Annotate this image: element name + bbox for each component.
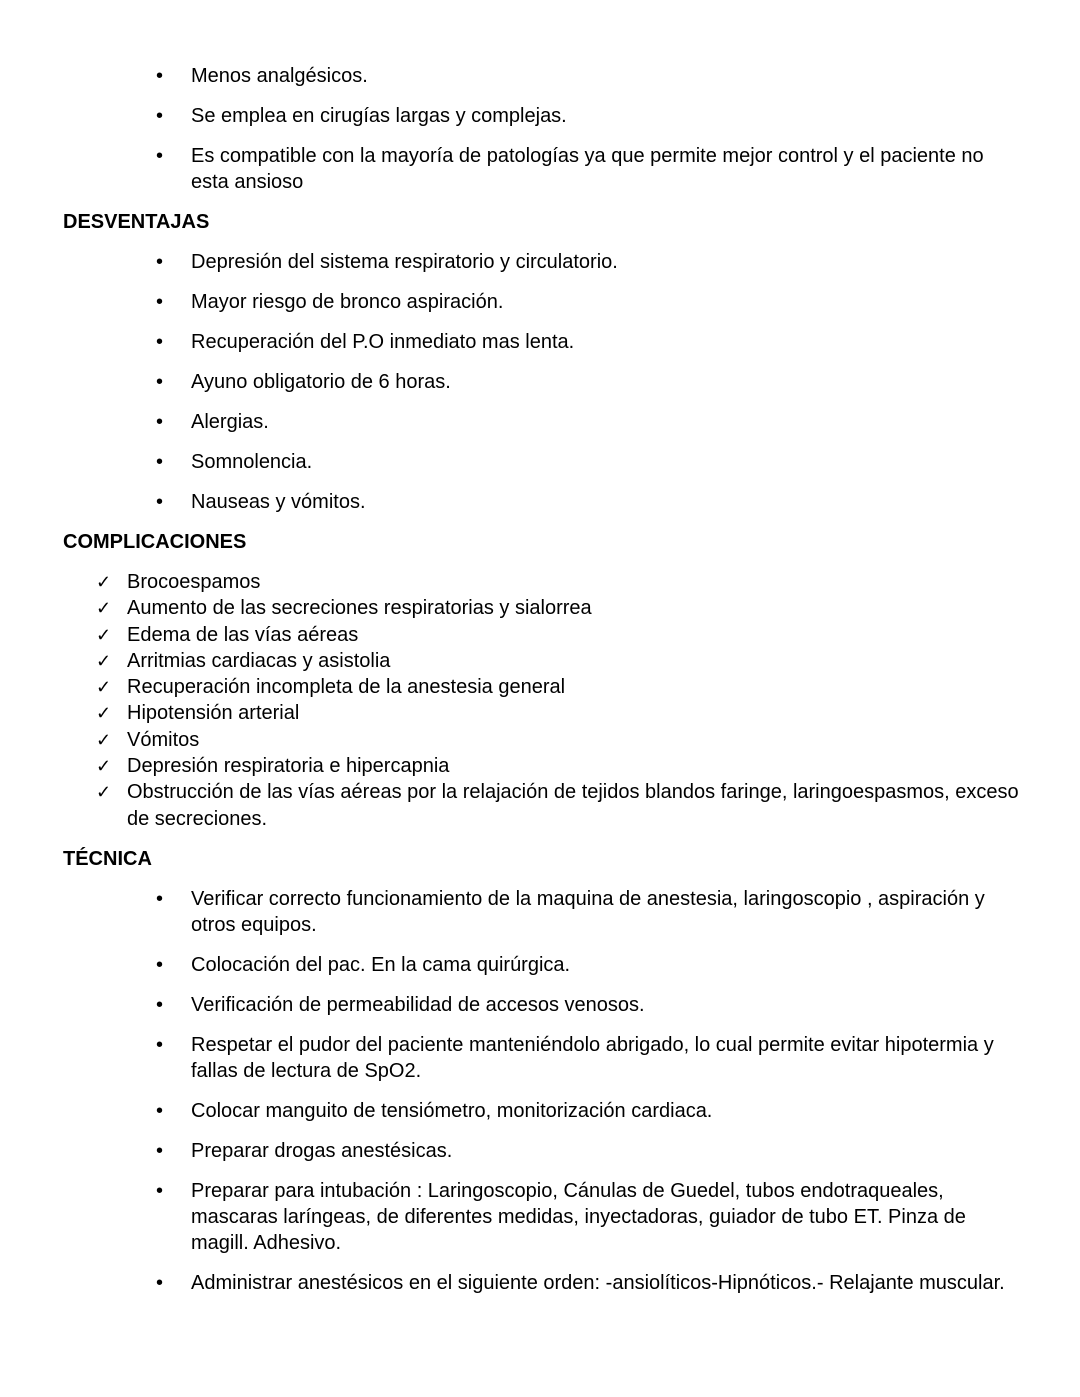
- list-item: [0, 369, 1080, 395]
- desventajas-list: [0, 249, 1080, 515]
- list-item: [0, 1138, 1080, 1164]
- list-item-text: Colocar manguito de tensiómetro, monitorización cardiaca.: [191, 1099, 713, 1122]
- checkmark-icon: ✓: [96, 572, 112, 592]
- list-item-text: Somnolencia.: [191, 451, 313, 473]
- bullet-icon: •: [156, 331, 164, 353]
- list-item-text: Administrar anestésicos en el siguiente orden: -ansiolíticos-Hipnóticos.- Relajante muscular.: [191, 1271, 1005, 1294]
- list-item-text: Edema de las vías aéreas: [127, 623, 359, 646]
- list-item-text: Mayor riesgo de bronco aspiración.: [191, 291, 504, 313]
- checkmark-icon: ✓: [96, 756, 112, 777]
- bullet-icon: •: [156, 491, 164, 513]
- list-item-text: Depresión respiratoria e hipercapnia: [127, 755, 450, 778]
- list-item-text: Colocación del pac. En la cama quirúrgica.: [191, 953, 571, 976]
- list-item: [0, 648, 1080, 674]
- list-item: [0, 489, 1080, 515]
- checkmark-icon: ✓: [96, 650, 112, 671]
- bullet-icon: •: [156, 993, 164, 1016]
- list-item: [0, 952, 1080, 978]
- checkmark-icon: ✓: [96, 598, 112, 619]
- list-item-text: Aumento de las secreciones respiratorias y sialorrea: [127, 597, 592, 620]
- bullet-icon: •: [156, 411, 164, 433]
- list-item: [0, 143, 1080, 195]
- list-item: [0, 595, 1080, 621]
- list-item: [0, 329, 1080, 355]
- bullet-icon: •: [156, 291, 164, 313]
- list-item-text: Se emplea en cirugías largas y complejas.: [191, 105, 567, 127]
- list-item-text: Recuperación incompleta de la anestesia general: [127, 676, 566, 699]
- bullet-icon: •: [156, 451, 164, 473]
- bullet-icon: •: [156, 105, 164, 127]
- list-item-text: Hipotensión arterial: [127, 702, 300, 725]
- list-item-text: Verificar correcto funcionamiento de la maquina de anestesia, laringoscopio , aspiración y otros equipos.: [191, 887, 985, 936]
- list-item-text: Alergias.: [191, 411, 269, 433]
- checkmark-icon: ✓: [96, 782, 112, 803]
- list-item: [0, 700, 1080, 726]
- bullet-icon: •: [156, 1033, 164, 1056]
- list-item-text: Depresión del sistema respiratorio y circulatorio.: [191, 251, 618, 273]
- list-item-text: Menos analgésicos.: [191, 65, 368, 87]
- list-item: [0, 249, 1080, 275]
- tecnica-list: [0, 886, 1080, 1296]
- list-item: [0, 779, 1080, 832]
- list-item: [0, 992, 1080, 1018]
- list-item-text: Vómitos: [127, 728, 200, 751]
- list-item: [0, 886, 1080, 938]
- desventajas-heading: DESVENTAJAS: [63, 211, 210, 233]
- list-item: [0, 1098, 1080, 1124]
- list-item: [0, 1270, 1080, 1296]
- ventajas-list: [0, 63, 1080, 195]
- bullet-icon: •: [156, 371, 164, 393]
- list-item: [0, 727, 1080, 753]
- list-item: [0, 409, 1080, 435]
- bullet-icon: •: [156, 1271, 164, 1294]
- list-item: [0, 449, 1080, 475]
- bullet-icon: •: [156, 1179, 164, 1202]
- list-item-text: Verificación de permeabilidad de accesos venosos.: [191, 993, 645, 1016]
- list-item: [0, 289, 1080, 315]
- complicaciones-heading: COMPLICACIONES: [63, 531, 247, 553]
- list-item-text: Obstrucción de las vías aéreas por la relajación de tejidos blandos faringe, laringoespasmos, exceso de secreciones.: [127, 781, 1019, 830]
- list-item: [0, 622, 1080, 648]
- list-item-text: Brocoespamos: [127, 571, 261, 593]
- list-item: [0, 674, 1080, 700]
- list-item-text: Arritmias cardiacas y asistolia: [127, 649, 391, 672]
- list-item-text: Respetar el pudor del paciente manteniéndolo abrigado, lo cual permite evitar hipotermia y fallas de lectura de SpO2.: [191, 1033, 994, 1082]
- tecnica-heading: TÉCNICA: [63, 847, 152, 870]
- checkmark-icon: ✓: [96, 703, 112, 724]
- bullet-icon: •: [156, 953, 164, 976]
- list-item-text: Nauseas y vómitos.: [191, 491, 366, 513]
- list-item-text: Ayuno obligatorio de 6 horas.: [191, 371, 451, 393]
- bullet-icon: •: [156, 65, 164, 87]
- bullet-icon: •: [156, 887, 164, 910]
- list-item: [0, 569, 1080, 595]
- complicaciones-list: [0, 569, 1080, 832]
- list-item-text: Preparar para intubación : Laringoscopio, Cánulas de Guedel, tubos endotraqueales, mascaras laríngeas, de diferentes medidas, inyectadoras, guiador de tubo ET. Pinza de magill. Adhesivo.: [191, 1179, 966, 1254]
- checkmark-icon: ✓: [96, 677, 112, 698]
- bullet-icon: •: [156, 251, 164, 273]
- list-item-text: Es compatible con la mayoría de patologías ya que permite mejor control y el paciente no esta ansioso: [191, 145, 984, 193]
- checkmark-icon: ✓: [96, 624, 112, 645]
- checkmark-icon: ✓: [96, 729, 112, 750]
- list-item: [0, 753, 1080, 779]
- list-item-text: Preparar drogas anestésicas.: [191, 1139, 453, 1162]
- list-item: [0, 103, 1080, 129]
- list-item-text: Recuperación del P.O inmediato mas lenta.: [191, 331, 575, 353]
- list-item: [0, 63, 1080, 89]
- list-item: [0, 1178, 1080, 1256]
- list-item: [0, 1032, 1080, 1084]
- bullet-icon: •: [156, 1139, 164, 1162]
- bullet-icon: •: [156, 145, 164, 167]
- bullet-icon: •: [156, 1099, 164, 1122]
